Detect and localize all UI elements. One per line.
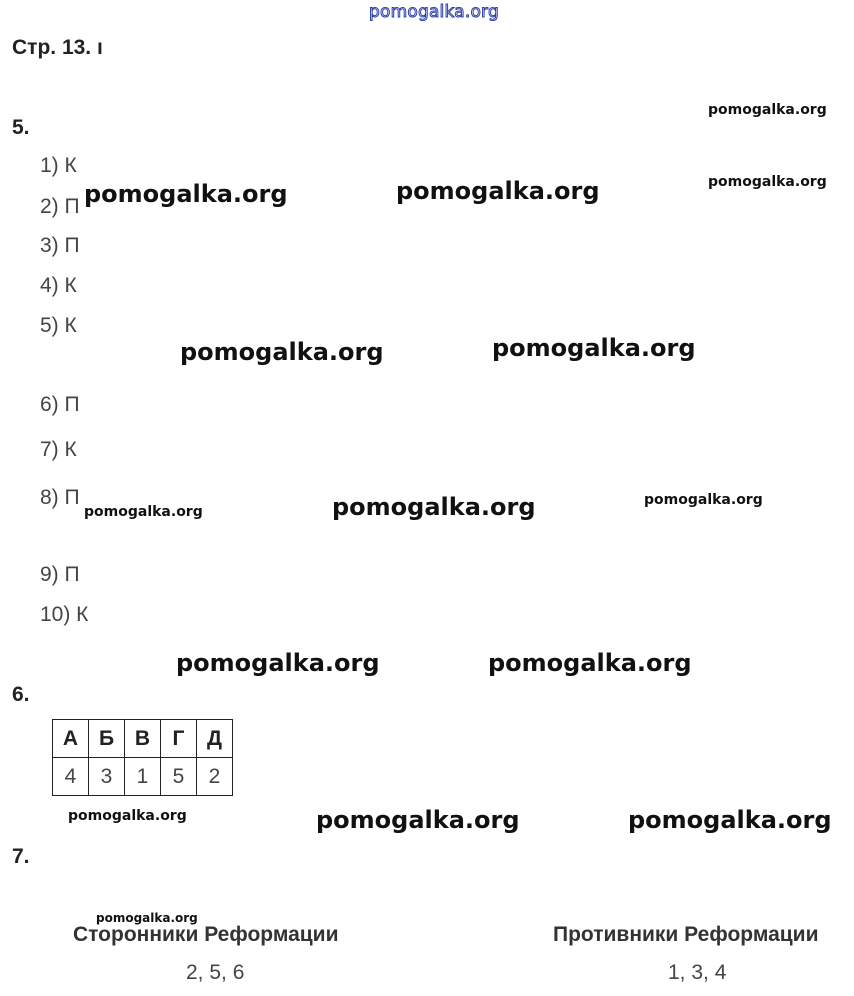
list-item: 7) К: [40, 438, 77, 461]
list-item: 2) П: [40, 195, 80, 218]
table-header-cell: В: [125, 720, 161, 758]
task-5-number: 5.: [12, 116, 30, 139]
list-item: 8) П: [40, 486, 80, 509]
table-header-cell: Б: [89, 720, 125, 758]
watermark-text: pomogalka.org: [644, 492, 763, 508]
watermark-text: pomogalka.org: [488, 649, 692, 677]
list-item: 1) К: [40, 154, 77, 177]
list-item: 4) К: [40, 274, 77, 297]
watermark-text: pomogalka.org: [332, 493, 536, 521]
watermark-text: pomogalka.org: [68, 808, 187, 824]
table-header-cell: Д: [197, 720, 233, 758]
table-row: [53, 758, 233, 796]
list-item: 5) К: [40, 314, 77, 337]
watermark-text: pomogalka.org: [96, 911, 198, 925]
watermark-text: pomogalka.org: [316, 806, 520, 834]
list-item: 10) К: [40, 603, 89, 626]
table-cell: 1: [125, 758, 161, 796]
table-cell: 5: [161, 758, 197, 796]
supporters-values: 2, 5, 6: [186, 961, 245, 984]
table-header-cell: А: [53, 720, 89, 758]
watermark-text: pomogalka.org: [396, 177, 600, 205]
watermark-text: pomogalka.org: [84, 180, 288, 208]
list-item: 6) П: [40, 393, 80, 416]
opponents-heading: Противники Реформации: [553, 923, 819, 946]
matching-table: [52, 719, 233, 796]
watermark-text: pomogalka.org: [84, 504, 203, 520]
task-7-number: 7.: [12, 845, 30, 868]
table-header-cell: Г: [161, 720, 197, 758]
supporters-heading: Сторонники Реформации: [73, 923, 339, 946]
list-item: 3) П: [40, 234, 80, 257]
watermark-text: pomogalka.org: [492, 334, 696, 362]
watermark-text: pomogalka.org: [176, 649, 380, 677]
table-cell: 2: [197, 758, 233, 796]
table-header-row: [53, 720, 233, 758]
opponents-values: 1, 3, 4: [668, 961, 727, 984]
watermark-text: pomogalka.org: [708, 102, 827, 118]
header-watermark: pomogalka.org: [369, 2, 499, 22]
list-item: 9) П: [40, 563, 80, 586]
watermark-text: pomogalka.org: [708, 174, 827, 190]
page-title: Стр. 13. ı: [12, 36, 103, 59]
task-6-number: 6.: [12, 683, 30, 706]
watermark-text: pomogalka.org: [180, 338, 384, 366]
table-cell: 4: [53, 758, 89, 796]
table-cell: 3: [89, 758, 125, 796]
watermark-text: pomogalka.org: [628, 806, 832, 834]
